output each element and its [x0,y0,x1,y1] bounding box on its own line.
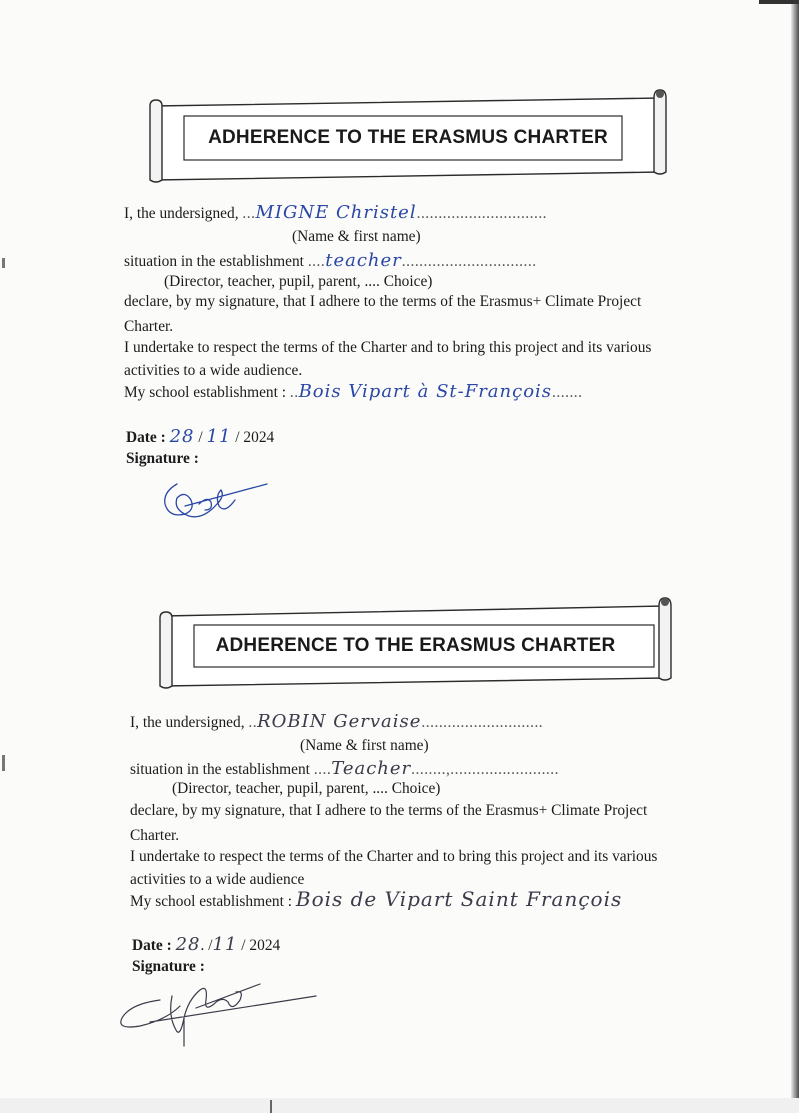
scan-artifact [2,755,5,771]
scan-artifact [270,1100,272,1113]
undertake-line-2: activities to a wide audience [130,871,305,888]
situation-field[interactable]: Teacher [331,758,412,779]
school-row [130,887,623,911]
date-day-field[interactable]: 28 [175,934,201,955]
scan-edge-shadow [791,0,799,1113]
role-hint: (Director, teacher, pupil, parent, .... Choice) [164,273,433,290]
date-month-field[interactable]: 11 [212,934,238,955]
undersigned-label: I, the undersigned, [130,714,245,731]
declare-line-2: Charter. [130,827,180,844]
situation-field[interactable]: teacher [325,250,402,271]
undertake-line-1: I undertake to respect the terms of the Charter and to bring this project and its various [130,848,658,865]
date-row: Date : 28. /11 / 2024 [132,934,281,955]
undersigned-name-field[interactable]: ROBIN Gervaise [257,711,422,732]
charter-title: ADHERENCE TO THE ERASMUS CHARTER [208,127,608,148]
date-year: 2024 [249,937,281,954]
school-field[interactable]: Bois de Vipart Saint François [295,887,623,911]
undersigned-row: I, the undersigned, ...MIGNE Christel.............................. [124,202,548,223]
situation-label: situation in the establishment [124,253,304,270]
undertake-line-1: I undertake to respect the terms of the Charter and to bring this project and its various [124,339,652,356]
signature-label: Signature : [132,958,205,975]
school-field[interactable]: Bois Vipart à St-François [298,381,553,402]
declare-line-2: Charter. [124,318,174,335]
role-hint: (Director, teacher, pupil, parent, .... Choice) [172,780,441,797]
date-row: Date : 28 / 11 / 2024 [126,426,275,447]
handwritten-signature [155,470,275,530]
situation-row: situation in the establishment ....Teacher........,......................... [130,758,559,779]
undersigned-name-field[interactable]: MIGNE Christel [255,202,417,223]
date-label: Date : [132,937,172,954]
school-label: My school establishment : [124,384,287,401]
charter-title: ADHERENCE TO THE ERASMUS CHARTER [215,635,616,656]
date-label: Date : [126,429,166,446]
school-row: My school establishment : ..Bois Vipart à St-François....... [124,381,583,402]
situation-label: situation in the establishment [130,761,310,778]
undersigned-row: I, the undersigned, ..ROBIN Gervaise............................ [130,711,544,732]
name-hint: (Name & first name) [292,228,421,245]
undersigned-label: I, the undersigned, [124,205,239,222]
declare-line-1: declare, by my signature, that I adhere to the terms of the Erasmus+ Climate Project [130,802,648,819]
scroll-banner [148,88,668,184]
handwritten-signature [110,960,325,1055]
undertake-line-2: activities to a wide audience. [124,362,303,379]
scan-corner-mark [759,0,799,4]
declare-line-1: declare, by my signature, that I adhere to the terms of the Erasmus+ Climate Project [124,293,642,310]
school-label: My school establishment : [130,893,293,910]
scroll-banner [158,598,673,690]
date-year: 2024 [243,429,275,446]
name-hint: (Name & first name) [300,737,429,754]
scan-bottom-strip [0,1098,799,1113]
scan-artifact [2,258,5,268]
situation-row: situation in the establishment ....teacher............................... [124,250,537,271]
signature-label: Signature : [126,450,199,467]
date-month-field[interactable]: 11 [206,426,232,447]
date-day-field[interactable]: 28 [169,426,195,447]
